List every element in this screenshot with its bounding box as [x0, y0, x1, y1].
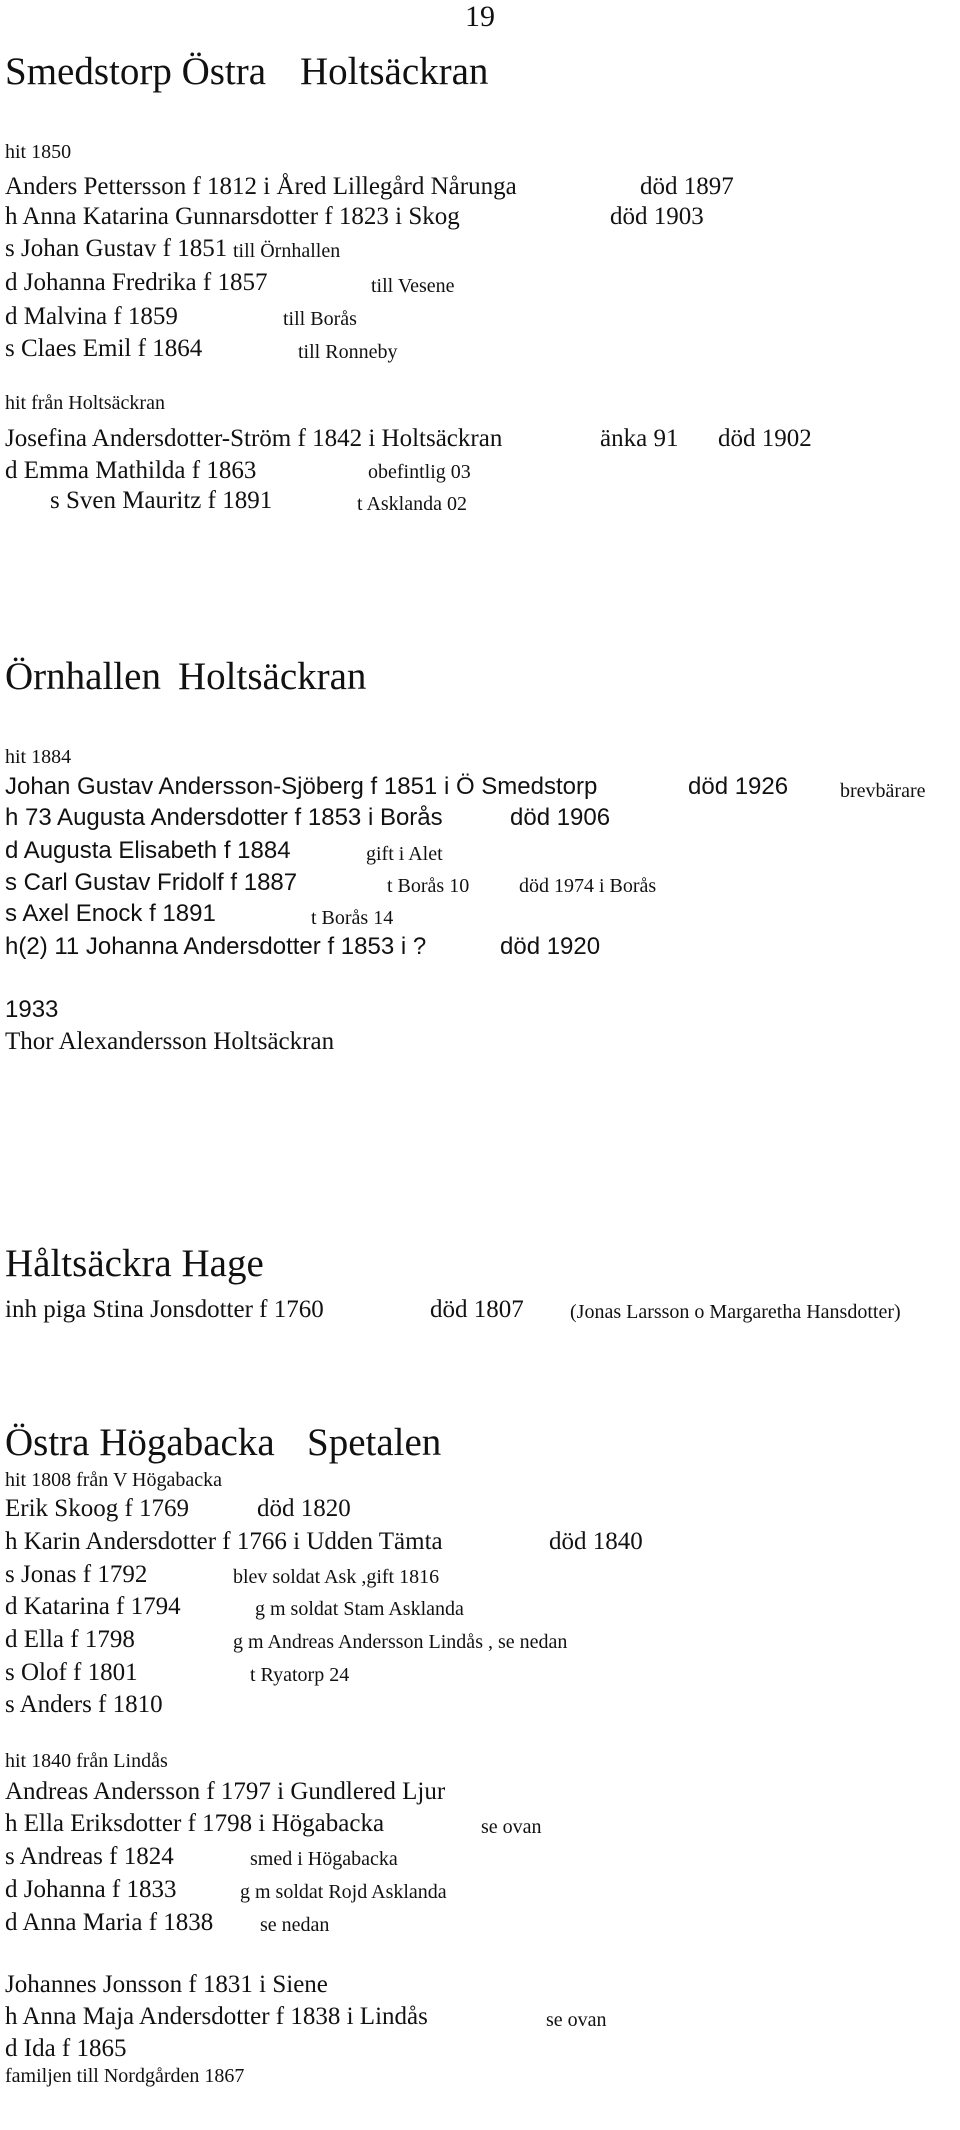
- entry-line: d Johanna Fredrika f 1857: [5, 269, 268, 296]
- side-note: t Borås 14: [311, 907, 394, 929]
- entry-line: s Anders f 1810: [5, 1691, 163, 1718]
- death-note: död 1902: [718, 425, 812, 452]
- death-note: död 1920: [500, 933, 601, 960]
- side-note: gift i Alet: [366, 843, 443, 865]
- section-title: Håltsäckra Hage: [5, 1242, 264, 1285]
- side-note: brevbärare: [840, 780, 926, 802]
- entry-line: Anders Pettersson f 1812 i Åred Lillegård Nårunga: [5, 173, 517, 200]
- hit-line: hit 1884: [5, 746, 72, 768]
- side-note: t Ryatorp 24: [250, 1664, 350, 1686]
- entry-line: d Ida f 1865: [5, 2035, 127, 2062]
- entry-line: d Augusta Elisabeth f 1884: [5, 837, 291, 864]
- hit-line: hit 1808 från V Högabacka: [5, 1469, 222, 1491]
- entry-line: h(2) 11 Johanna Andersdotter f 1853 i ?: [5, 933, 427, 960]
- side-note: obefintlig 03: [368, 461, 471, 483]
- death-note: död 1897: [640, 173, 734, 200]
- death-note: död 1926: [688, 773, 789, 800]
- section-title-place: Holtsäckran: [178, 655, 367, 698]
- side-note: smed i Högabacka: [250, 1848, 398, 1870]
- entry-line: s Andreas f 1824: [5, 1843, 174, 1870]
- section-title: Östra Högabacka: [5, 1421, 275, 1464]
- side-note: se ovan: [546, 2009, 607, 2031]
- entry-line: d Ella f 1798: [5, 1626, 135, 1653]
- section-title: Smedstorp Östra: [5, 50, 267, 93]
- side-note: till Ronneby: [298, 341, 398, 363]
- side-note: g m soldat Rojd Asklanda: [240, 1881, 447, 1903]
- entry-line: inh piga Stina Jonsdotter f 1760: [5, 1296, 324, 1323]
- death-note: död 1974 i Borås: [519, 875, 657, 897]
- side-note: se ovan: [481, 1816, 542, 1838]
- entry-line: Erik Skoog f 1769: [5, 1495, 190, 1522]
- side-note: t Borås 10: [387, 875, 470, 897]
- entry-line: h Anna Maja Andersdotter f 1838 i Lindås: [5, 2003, 428, 2030]
- death-note: död 1820: [257, 1495, 351, 1522]
- entry-line: s Johan Gustav f 1851: [5, 235, 228, 262]
- entry-line: d Malvina f 1859: [5, 303, 178, 330]
- side-note: g m soldat Stam Asklanda: [255, 1598, 464, 1620]
- footer-note: familjen till Nordgården 1867: [5, 2065, 245, 2087]
- entry-line: s Axel Enock f 1891: [5, 900, 216, 927]
- death-note: död 1903: [610, 203, 704, 230]
- side-note: blev soldat Ask ,gift 1816: [233, 1566, 440, 1588]
- hit-line: hit från Holtsäckran: [5, 392, 165, 414]
- death-note: död 1807: [430, 1296, 524, 1323]
- section-title-place: Holtsäckran: [300, 50, 489, 93]
- side-note: se nedan: [260, 1914, 330, 1936]
- side-note: g m Andreas Andersson Lindås , se nedan: [233, 1631, 568, 1653]
- entry-line: s Carl Gustav Fridolf f 1887: [5, 869, 298, 896]
- entry-line: d Anna Maria f 1838: [5, 1909, 214, 1936]
- entry-line: s Sven Mauritz f 1891: [50, 487, 273, 514]
- side-note: (Jonas Larsson o Margaretha Hansdotter): [570, 1301, 901, 1323]
- entry-line: h 73 Augusta Andersdotter f 1853 i Borås: [5, 804, 443, 831]
- entry-line: d Johanna f 1833: [5, 1876, 177, 1903]
- death-note: död 1906: [510, 804, 611, 831]
- entry-line: h Ella Eriksdotter f 1798 i Högabacka: [5, 1810, 385, 1837]
- hit-line: hit 1850: [5, 141, 72, 163]
- entry-line: Josefina Andersdotter-Ström f 1842 i Holtsäckran: [5, 425, 503, 452]
- side-note: t Asklanda 02: [357, 493, 467, 515]
- entry-line: s Jonas f 1792: [5, 1561, 148, 1588]
- entry-line: d Emma Mathilda f 1863: [5, 457, 257, 484]
- entry-line: Johannes Jonsson f 1831 i Siene: [5, 1971, 328, 1998]
- entry-line: Thor Alexandersson Holtsäckran: [5, 1028, 335, 1055]
- entry-line: Johan Gustav Andersson-Sjöberg f 1851 i Ö Smedstorp: [5, 773, 598, 800]
- side-note: till Vesene: [371, 275, 455, 297]
- year-line: 1933: [5, 996, 59, 1023]
- side-note: änka 91: [600, 425, 679, 452]
- side-note: till Borås: [283, 308, 357, 330]
- entry-line: s Claes Emil f 1864: [5, 335, 203, 362]
- section-title: Örnhallen: [5, 655, 161, 698]
- hit-line: hit 1840 från Lindås: [5, 1750, 168, 1772]
- entry-line: s Olof f 1801: [5, 1659, 138, 1686]
- entry-line: h Karin Andersdotter f 1766 i Udden Tämta: [5, 1528, 443, 1555]
- entry-line: d Katarina f 1794: [5, 1593, 181, 1620]
- side-note: till Örnhallen: [233, 240, 341, 262]
- entry-line: Andreas Andersson f 1797 i Gundlered Ljur: [5, 1778, 446, 1805]
- page-number: 19: [465, 0, 495, 33]
- death-note: död 1840: [549, 1528, 643, 1555]
- section-title-place: Spetalen: [307, 1421, 442, 1464]
- entry-line: h Anna Katarina Gunnarsdotter f 1823 i Skog: [5, 203, 460, 230]
